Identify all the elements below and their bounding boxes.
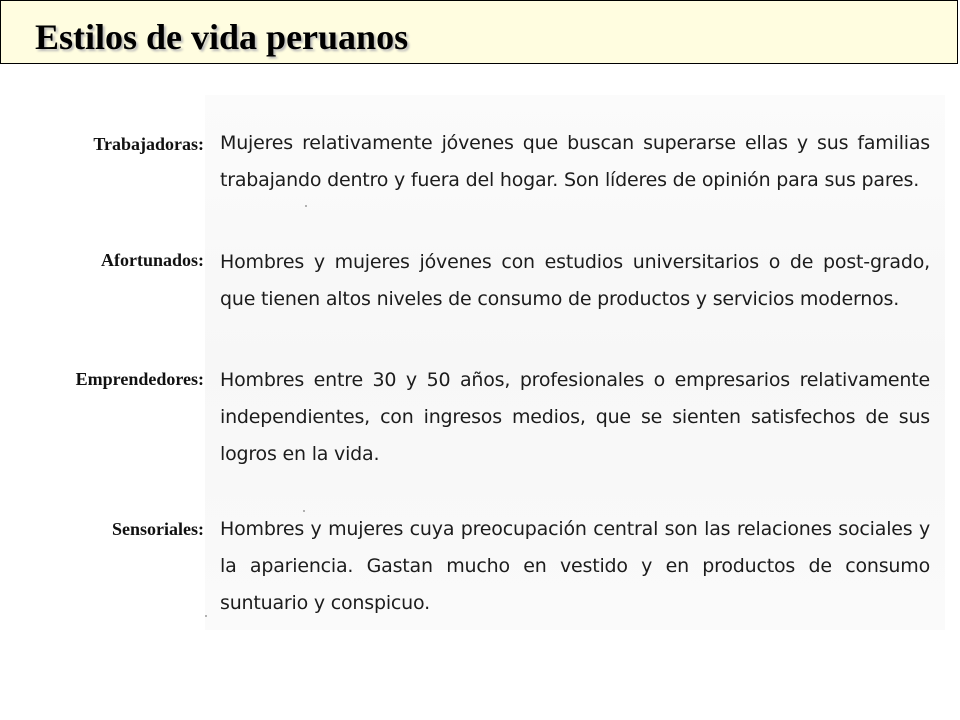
description-trabajadoras: Mujeres relativamente jóvenes que buscan superarse ellas y sus familias trabajando dentro y fuera del hogar. Son líderes de opinión para sus pares. (220, 132, 930, 191)
term-emprendedores: Emprendedores: (75, 369, 204, 389)
scan-speck (205, 615, 207, 617)
title-bar (0, 0, 958, 64)
description-emprendedores: Hombres entre 30 y 50 años, profesionales o empresarios relativamente independientes, con ingresos medios, que se sienten satisfechos de sus logros en la vida. (220, 369, 930, 465)
page-title: Estilos de vida peruanos (35, 17, 409, 57)
description-sensoriales: Hombres y mujeres cuya preocupación central son las relaciones sociales y la apariencia. Gastan mucho en vestido y en productos de consumo suntuario y conspicuo. (220, 518, 930, 614)
description-afortunados: Hombres y mujeres jóvenes con estudios universitarios o de post-grado, que tienen altos niveles de consumo de productos y servicios modernos. (220, 251, 930, 310)
term-sensoriales: Sensoriales: (112, 519, 204, 539)
term-afortunados: Afortunados: (100, 250, 204, 270)
scan-speck (305, 205, 307, 207)
term-trabajadoras: Trabajadoras: (93, 134, 204, 154)
